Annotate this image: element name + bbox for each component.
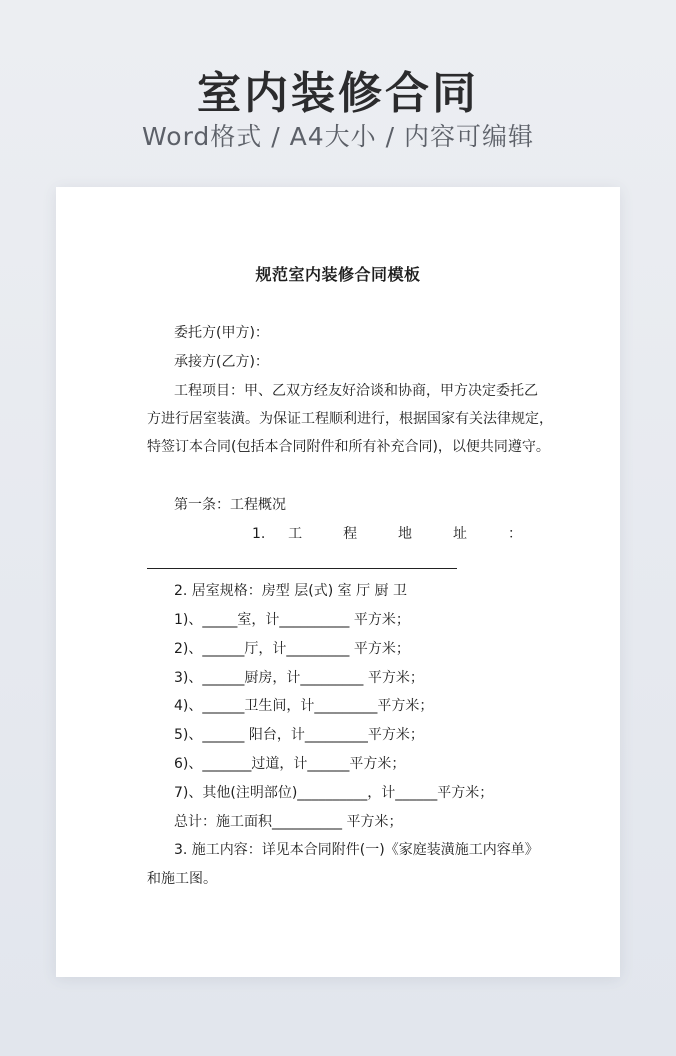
total-area-line: 总计：施工面积__________ 平方米； bbox=[174, 814, 403, 830]
banner-title: 室内装修合同 bbox=[197, 68, 479, 119]
address-underline bbox=[147, 568, 457, 569]
banner-subtitle: Word格式 / A4大小 / 内容可编辑 bbox=[142, 122, 534, 151]
intro-paragraph-line: 方进行居室装潢。为保证工程顺利进行，根据国家有关法律规定， bbox=[147, 411, 553, 427]
article-1-heading: 第一条：工程概况 bbox=[174, 497, 286, 513]
construction-content-line: 3. 施工内容：详见本合同附件(一)《家庭装潢施工内容单》 bbox=[174, 842, 539, 858]
room-line: 1)、_____室，计__________ 平方米； bbox=[174, 612, 410, 628]
party-a-line: 委托方(甲方)： bbox=[174, 325, 269, 341]
address-token: 工 bbox=[288, 526, 321, 542]
intro-paragraph-line: 工程项目：甲、乙双方经友好洽谈和协商，甲方决定委托乙 bbox=[174, 383, 538, 399]
construction-content-line: 和施工图。 bbox=[147, 871, 217, 887]
address-token: ： bbox=[508, 526, 523, 542]
room-line: 6)、_______过道，计______平方米； bbox=[174, 756, 406, 772]
intro-paragraph-line: 特签订本合同(包括本合同附件和所有补充合同)，以便共同遵守。 bbox=[147, 439, 550, 455]
room-line: 7)、其他(注明部位)__________，计______平方米； bbox=[174, 785, 494, 801]
room-line: 2)、______厅，计_________ 平方米； bbox=[174, 641, 410, 657]
address-line bbox=[252, 524, 522, 544]
room-line: 4)、______卫生间，计_________平方米； bbox=[174, 698, 434, 714]
address-token: 址 bbox=[453, 526, 486, 542]
document-page bbox=[56, 187, 620, 977]
party-b-line: 承接方(乙方)： bbox=[174, 354, 269, 370]
address-token: 地 bbox=[398, 526, 431, 542]
address-token: 程 bbox=[343, 526, 376, 542]
room-spec-line: 2. 居室规格：房型 层(式) 室 厅 厨 卫 bbox=[174, 583, 407, 599]
document-title: 规范室内装修合同模板 bbox=[255, 265, 421, 284]
room-line: 5)、______ 阳台，计_________平方米； bbox=[174, 727, 424, 743]
room-line: 3)、______厨房，计_________ 平方米； bbox=[174, 670, 424, 686]
address-token: 1. bbox=[252, 526, 266, 542]
